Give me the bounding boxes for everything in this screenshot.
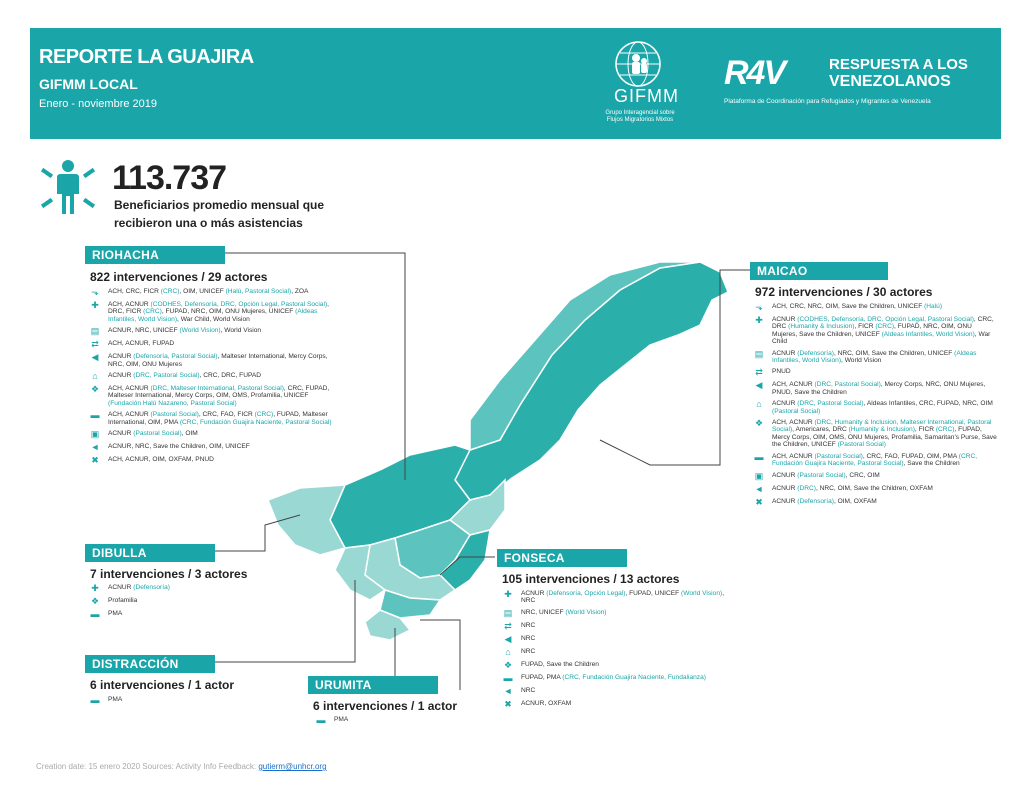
map-region-north [470, 262, 700, 450]
r4v-name-line1: RESPUESTA A LOS [829, 56, 968, 73]
tools-icon: ✖ [504, 698, 512, 709]
gifmm-logo [592, 36, 702, 136]
food-icon: ▬ [503, 672, 513, 683]
map-region-fonseca [440, 530, 490, 590]
sector-actors [772, 498, 877, 505]
transport-icon: ▣ [90, 429, 100, 440]
actor-list: NRC, UNICEF [521, 608, 566, 616]
sector-actors [521, 674, 706, 681]
sector-item [88, 584, 288, 593]
sector-actors [772, 381, 997, 396]
region-list-dibulla [88, 584, 288, 623]
r4v-name [829, 56, 968, 90]
partner-list: (Pastoral Social) [797, 471, 846, 479]
partner-list: (Pastoral Social) [150, 411, 199, 419]
megaphone-icon: ◀ [755, 380, 763, 391]
sector-actors [108, 353, 338, 368]
sector-actors [521, 609, 607, 616]
education-icon: ▤ [90, 326, 100, 337]
actor-list: , CRC, OIM [845, 471, 880, 479]
protection-icon: ❖ [90, 384, 100, 395]
feedback-email-link[interactable]: gutierm@unhcr.org [258, 762, 327, 771]
sector-actors [772, 419, 997, 449]
protection-icon: ❖ [503, 659, 513, 670]
actor-list: ACH, ACNUR [108, 385, 151, 393]
region-count-dibulla: 7 intervenciones / 3 actores [90, 567, 248, 581]
sector-actors [772, 472, 880, 479]
education-icon: ▤ [503, 607, 513, 618]
health-icon: ✚ [504, 589, 512, 599]
partner-list: (Humanity & Inclusion) [788, 323, 855, 331]
map-region-albania [450, 480, 505, 535]
partner-list: (Aldeas Infantiles, World Vision) [772, 349, 977, 365]
actor-list: , Aldeas Infantiles, CRC, FUPAD, NRC, OIM [863, 400, 993, 408]
sector-actors [108, 385, 338, 407]
partner-list: (World Vision) [565, 608, 607, 616]
region-list-riohacha [88, 288, 338, 469]
actor-list: , Mercy Corps, NRC, ONU Mujeres, PNUD, Save the Children [772, 381, 986, 396]
partner-list: (Defensoría) [797, 349, 834, 357]
sector-item [88, 696, 288, 705]
sector-item [501, 590, 726, 605]
partner-list: (CRC, Fundación Guajira Naciente, Fundalianza) [562, 673, 706, 681]
partner-list: (Defensoría, Opción Legal) [546, 590, 626, 597]
actor-list: , CRC, FAO, FUPAD, OIM, PMA [862, 452, 959, 460]
faucet-icon: ⬎ [755, 302, 763, 312]
sector-actors [108, 443, 250, 450]
actor-list: , OIM, OXFAM [833, 497, 877, 505]
actor-list: ACNUR [772, 471, 798, 479]
beneficiaries-count: 113.737 [112, 159, 227, 197]
sector-actors [521, 648, 535, 655]
actor-list: ACNUR [772, 316, 798, 323]
leader-maicao [600, 270, 750, 465]
megaphone-icon: ◀ [91, 352, 99, 363]
sector-item [88, 372, 338, 381]
sector-item [88, 430, 338, 439]
sector-item [88, 340, 338, 349]
sector-actors [521, 590, 726, 605]
actor-list: ACNUR, NRC, Save the Children, OIM, UNICEF [108, 443, 250, 451]
region-banner-dibulla: DIBULLA [85, 544, 215, 562]
shelter-icon: ⌂ [505, 646, 511, 657]
map-region-riohacha [330, 445, 470, 548]
actor-list: , FICR [854, 323, 876, 331]
actor-list: , DRC, FICR [108, 301, 329, 316]
region-count-distraccion: 6 intervenciones / 1 actor [90, 678, 235, 692]
actor-list: , World Vision [220, 327, 262, 335]
sector-item [314, 716, 464, 725]
food-icon: ▬ [316, 715, 326, 725]
sector-item [501, 609, 726, 618]
health-icon: ✚ [91, 300, 99, 310]
partner-list: (Defensoría, Pastoral Social) [133, 353, 218, 361]
region-banner-riohacha: RIOHACHA [85, 246, 225, 264]
transfer-icon: ⇄ [91, 339, 99, 350]
sector-item [501, 648, 726, 657]
actor-list: FUPAD, Save the Children [521, 660, 599, 668]
transport-icon: ▣ [754, 470, 764, 481]
actor-list: ACH, ACNUR, OIM, OXFAM, PNUD [108, 456, 214, 464]
partner-list: (CRC) [935, 426, 955, 434]
transfer-icon: ⇄ [755, 367, 763, 378]
actor-list: ACNUR [772, 400, 798, 408]
sector-actors [521, 661, 599, 668]
actor-list: ACH, ACNUR [772, 419, 815, 427]
megaphone-icon: ◀ [504, 633, 512, 644]
sector-item [752, 498, 997, 507]
actor-list: , FUPAD, Malteser International, OIM, PMA [108, 411, 328, 426]
actor-list: ACNUR, NRC, UNICEF [108, 327, 180, 335]
sector-actors [521, 622, 535, 629]
food-icon: ▬ [90, 695, 100, 705]
food-icon: ▬ [90, 609, 100, 619]
sector-item [88, 327, 338, 336]
shelter-icon: ⌂ [756, 399, 762, 410]
sector-item [752, 400, 997, 415]
sector-item [752, 303, 997, 312]
sector-actors [772, 453, 997, 468]
footer [36, 762, 327, 771]
report-title: REPORTE LA GUAJIRA [39, 46, 254, 68]
map-region-villanueva [380, 590, 440, 618]
beneficiaries-desc-line1: Beneficiarios promedio mensual que [114, 198, 325, 212]
region-banner-fonseca: FONSECA [497, 549, 627, 567]
region-count-riohacha: 822 intervenciones / 29 actores [90, 270, 268, 284]
sector-actors [772, 368, 791, 375]
partner-list: (DRC) [797, 484, 816, 492]
faucet-icon: ⬎ [91, 287, 99, 297]
actor-list: PMA [334, 716, 349, 723]
leader-dibulla [215, 515, 300, 551]
partner-list: (CRC) [875, 323, 895, 331]
region-banner-maicao: MAICAO [750, 262, 888, 280]
actor-list: ACH, ACNUR [108, 301, 151, 308]
sector-actors [108, 301, 338, 323]
actor-list: ACH, CRC, FICR [108, 288, 161, 295]
actor-list: , CRC, FAO, FICR [198, 411, 255, 419]
actor-list: Profamilia [108, 597, 138, 604]
partner-list: (CRC, Fundación Guajira Naciente, Pastoral Social) [179, 418, 332, 426]
communication-icon: ◄ [90, 442, 100, 453]
sector-item [501, 674, 726, 683]
sector-item [88, 443, 338, 452]
partner-list: (Aldeas Infantiles, World Vision) [881, 330, 975, 338]
actor-list: ACNUR [772, 484, 798, 492]
actor-list: ACNUR [108, 372, 134, 380]
partner-list: (CODHES, Defensoría, DRC, Opción Legal, Pastoral Social) [797, 316, 974, 323]
sector-item [752, 350, 997, 365]
sector-item [752, 381, 997, 396]
communication-icon: ◄ [503, 685, 513, 696]
partner-list: (World Vision) [179, 327, 221, 335]
sector-item [501, 661, 726, 670]
actor-list: , CRC, FUPAD, Malteser International, Mercy Corps, OIM, OMS, Profamilia, UNICEF [108, 385, 330, 400]
partner-list: (CRC, Fundación Guajira Naciente, Pastoral Social) [772, 452, 978, 468]
communication-icon: ◄ [754, 483, 764, 494]
partner-list: (DRC, Malteser International, Pastoral Social) [150, 385, 284, 393]
partner-list: (Pastoral Social) [814, 452, 863, 460]
tools-icon: ✖ [91, 455, 99, 466]
actor-list: , War Child [772, 330, 991, 346]
partner-list: (Halú) [924, 303, 943, 310]
actor-list: , CRC, DRC, FUPAD [199, 372, 262, 380]
partner-list: (Defensoría) [797, 497, 834, 505]
transfer-icon: ⇄ [504, 620, 512, 631]
actor-list: NRC [521, 621, 536, 629]
actor-list: FUPAD, PMA [521, 673, 563, 681]
actor-list: ACH, ACNUR [772, 452, 815, 460]
actor-list: , Americares, DRC [792, 426, 849, 434]
region-banner-urumita: URUMITA [308, 676, 438, 694]
partner-list: (Pastoral Social) [837, 441, 886, 449]
partner-list: (Pastoral Social) [772, 407, 821, 415]
sector-item [88, 597, 288, 606]
beneficiaries-desc-line2: recibieron una o más asistencias [114, 216, 303, 230]
sector-item [88, 411, 338, 426]
actor-list: ACH, CRC, NRC, OIM, Save the Children, UNICEF [772, 303, 925, 310]
sector-item [752, 368, 997, 377]
sector-actors [108, 411, 338, 426]
sector-actors [108, 456, 214, 463]
actor-list: , FUPAD, Mercy Corps, OIM, OMS, ONU Mujeres, Profamilia, Samaritan's Purse, Save the Children, UNICEF [772, 426, 997, 449]
sector-actors [772, 350, 997, 365]
protection-icon: ❖ [90, 596, 100, 606]
partner-list: (DRC, Pastoral Social) [797, 400, 864, 408]
sector-actors [108, 340, 174, 347]
partner-list: (Pastoral Social) [133, 430, 182, 438]
r4v-subtitle: Plataforma de Coordinación para Refugiados y Migrantes de Venezuela [724, 98, 931, 105]
food-icon: ▬ [90, 410, 100, 421]
actor-list: , NRC [521, 590, 725, 605]
actor-list: , CRC, DRC [772, 316, 994, 331]
partner-list: (DRC, Pastoral Social) [814, 381, 881, 389]
map-region-maicao [455, 262, 728, 500]
partner-list: (Halú, Pastoral Social) [225, 288, 292, 295]
sector-actors [108, 610, 122, 617]
actor-list: , World Vision [841, 357, 882, 365]
actor-list: , FUPAD, NRC, OIM, ONU Mujeres, UNICEF [161, 308, 296, 316]
actor-list: NRC [521, 634, 536, 642]
header-banner [30, 28, 1001, 139]
actor-list: , NRC, OIM, Save the Children, OXFAM [815, 484, 933, 492]
sector-actors [108, 584, 170, 591]
map-region-distraccion [335, 545, 385, 600]
sector-actors [108, 372, 261, 379]
sector-item [88, 288, 338, 297]
map-region-urumita [365, 610, 410, 640]
food-icon: ▬ [754, 451, 764, 462]
partner-list: (DRC, Humanity & Inclusion, Malteser International, Pastoral Social) [772, 419, 992, 434]
actor-list: , NRC, OIM, Save the Children, UNICEF [833, 349, 955, 357]
actor-list: PMA [108, 696, 123, 703]
actor-list: PMA [108, 610, 123, 617]
sector-item [501, 635, 726, 644]
actor-list: ACNUR [108, 430, 134, 438]
health-icon: ✚ [755, 315, 763, 325]
actor-list: ACH, ACNUR [108, 411, 151, 419]
sector-actors [334, 716, 348, 723]
sector-actors [772, 303, 942, 310]
actor-list: PNUD [772, 368, 791, 376]
sector-item [501, 700, 726, 709]
actor-list: , OIM, UNICEF [179, 288, 226, 295]
map-region-dibulla [268, 485, 345, 555]
sector-item [752, 485, 997, 494]
education-icon: ▤ [754, 348, 764, 359]
region-list-urumita [314, 716, 464, 729]
shelter-icon: ⌂ [92, 371, 98, 382]
sector-item [501, 687, 726, 696]
actor-list: , FUPAD, NRC, OIM, ONU Mujeres, Save the Children, UNICEF [772, 323, 972, 338]
region-list-maicao [752, 303, 997, 511]
actor-list: NRC [521, 647, 536, 655]
sector-actors [521, 687, 535, 694]
region-count-maicao: 972 intervenciones / 30 actores [755, 285, 933, 299]
partner-list: (DRC, Pastoral Social) [133, 372, 200, 380]
actor-list: ACNUR [521, 590, 547, 597]
sector-item [88, 610, 288, 619]
person-icon [38, 157, 98, 217]
tools-icon: ✖ [755, 496, 763, 507]
region-list-distraccion [88, 696, 288, 709]
actor-list: ACNUR, OXFAM [521, 699, 572, 707]
protection-icon: ❖ [754, 418, 764, 429]
region-list-fonseca [501, 590, 726, 713]
gifmm-wordmark: GIFMM [614, 86, 679, 106]
partner-list: (Aldeas Infantiles, World Vision) [108, 308, 318, 323]
actor-list: , ZOA [291, 288, 309, 295]
partner-list: (Defensoría) [133, 584, 170, 591]
sector-actors [772, 485, 933, 492]
actor-list: NRC [521, 686, 536, 694]
actor-list: ACNUR [108, 584, 134, 591]
beneficiaries-description [114, 196, 354, 232]
region-count-fonseca: 105 intervenciones / 13 actores [502, 572, 680, 586]
partner-list: (Fundación Halú Nazareno, Pastoral Social) [108, 399, 237, 407]
r4v-logo [724, 50, 994, 120]
footer-text: Creation date: 15 enero 2020 Sources: Activity Info Feedback: [36, 762, 259, 771]
actor-list: , War Child, World Vision [177, 315, 250, 323]
actor-list: , Malteser International, Mercy Corps, NRC, OIM, ONU Mujeres [108, 353, 328, 368]
map-region-sanjuan [365, 538, 455, 600]
sector-item [88, 301, 338, 323]
sector-item [501, 622, 726, 631]
sector-item [88, 353, 338, 368]
actor-list: , OIM [181, 430, 198, 438]
gifmm-caption: Grupo Interagencial sobre Flujos Migratorios Mixtos [605, 110, 675, 123]
report-date: Enero - noviembre 2019 [39, 98, 158, 110]
actor-list: , FUPAD, UNICEF [625, 590, 682, 597]
sector-item [752, 453, 997, 468]
region-count-urumita: 6 intervenciones / 1 actor [313, 699, 458, 713]
actor-list: ACNUR [772, 497, 798, 505]
partner-list: (CRC) [160, 288, 180, 295]
partner-list: (CODHES, Defensoría, DRC, Opción Legal, Pastoral Social) [150, 301, 328, 308]
sector-actors [772, 400, 997, 415]
r4v-wordmark: R4V [724, 54, 785, 92]
partner-list: (Humanity & Inclusion) [848, 426, 915, 434]
sector-actors [108, 288, 308, 295]
sector-item [752, 316, 997, 346]
sector-actors [108, 696, 122, 703]
actor-list: ACH, ACNUR, FUPAD [108, 340, 175, 348]
partner-list: (CRC) [254, 411, 274, 419]
health-icon: ✚ [91, 583, 99, 593]
actor-list: ACH, ACNUR [772, 381, 815, 389]
sector-actors [108, 597, 137, 604]
partner-list: (World Vision) [681, 590, 723, 597]
report-subtitle: GIFMM LOCAL [39, 76, 138, 92]
sector-actors [108, 327, 261, 334]
sector-actors [772, 316, 997, 346]
sector-item [752, 472, 997, 481]
actor-list: , Save the Children [903, 460, 960, 468]
sector-item [88, 385, 338, 407]
leader-fonseca [440, 557, 495, 575]
map-region-barrancas [395, 520, 470, 578]
sector-item [88, 456, 338, 465]
sector-actors [521, 700, 571, 707]
partner-list: (CRC) [143, 308, 162, 316]
r4v-name-line2: VENEZOLANOS [829, 73, 951, 90]
actor-list: ACNUR [772, 349, 798, 357]
sector-item [752, 419, 997, 449]
region-banner-distraccion: DISTRACCIÓN [85, 655, 215, 673]
sector-actors [108, 430, 198, 437]
actor-list: ACNUR [108, 353, 134, 361]
actor-list: , FICR [914, 426, 936, 434]
sector-actors [521, 635, 535, 642]
